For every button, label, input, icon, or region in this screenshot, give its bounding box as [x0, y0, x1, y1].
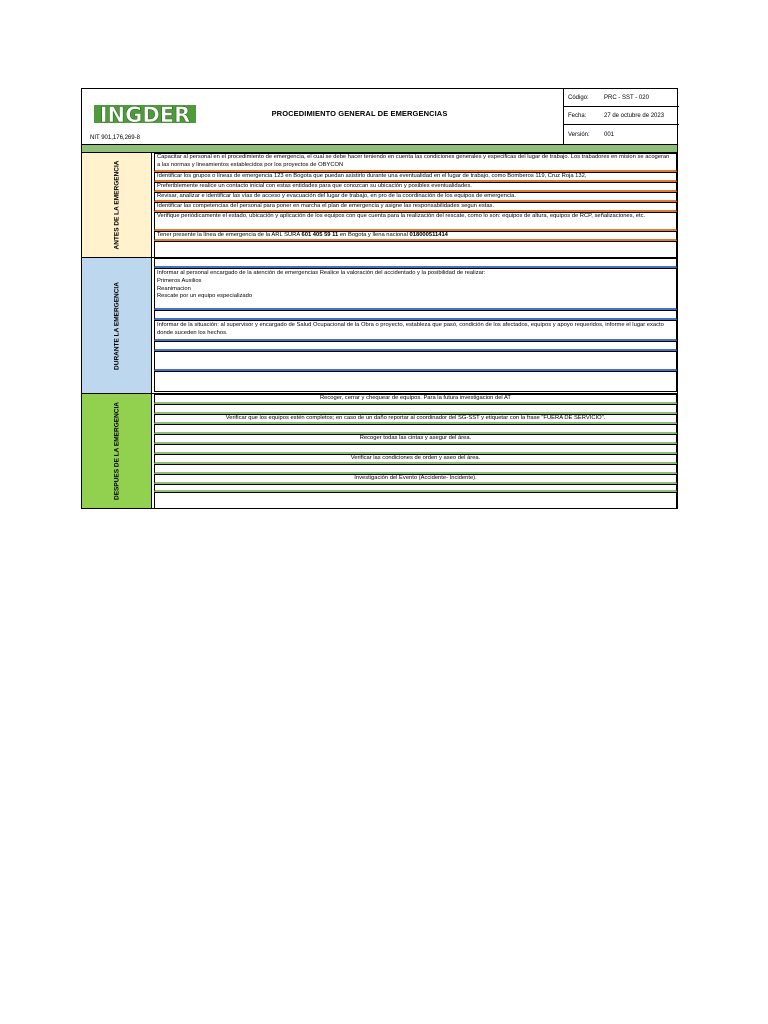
svg-text:INGDER: INGDER — [99, 103, 191, 127]
procedure-document — [81, 88, 678, 509]
section-durante — [81, 258, 678, 394]
section-despues — [81, 394, 678, 509]
despues-rows — [154, 394, 677, 508]
durante-row-valoracion: Informar al personal encargado de la atención de emergencias Realice la valoración del accidentado y la posibilidad de realizar: Primeros Auxilios Reanimacion Rescate por un equipo especializado — [154, 268, 677, 310]
antes-row: Verifique periódicamente el estado, ubicación y aplicación de los equipos con que cuenta para la realización del rescate, como lo son: equipos de altura, equipos de RCP, señalizaciones, etc. — [154, 212, 677, 231]
despues-row-empty — [154, 484, 677, 492]
document-header — [81, 88, 678, 145]
despues-row: Investigación del Evento (Accidente- Incidente). — [154, 474, 677, 484]
despues-row-empty — [154, 444, 677, 454]
despues-row-empty — [154, 492, 677, 509]
header-divider-bar — [81, 145, 678, 153]
despues-row-empty — [154, 424, 677, 434]
despues-row-empty — [154, 464, 677, 474]
page-title: PROCEDIMIENTO GENERAL DE EMERGENCIAS — [271, 109, 448, 118]
document-meta — [563, 89, 679, 144]
meta-fecha: Fecha: 27 de octubre de 2023 — [564, 107, 679, 125]
antes-row: Revisar, analizar e identificar las vías de acceso y evacuación del lugar de trabajo, en pro de la coordinación de los equipos de emergencia. — [154, 192, 677, 202]
durante-rows — [154, 258, 677, 393]
despues-row: Recoger, cerrar y chequear de equipos. Para la futura investigacion del AT — [154, 394, 677, 404]
durante-row-empty — [154, 371, 677, 392]
durante-row-empty — [154, 258, 677, 268]
durante-row-informar: Informar de la situación: al supervisor y encargado de Salud Ocupacional de la Obra o proyecto, estableza que pasó, condición de los afectados, equipos y apoyo requeridos, informe el lugar exacto donde suceden los hechos. — [154, 320, 677, 341]
antes-rows — [154, 153, 677, 257]
despues-row-empty — [154, 404, 677, 414]
meta-codigo: Código: PRC - SST - 020 — [564, 89, 679, 107]
ingder-logo — [92, 97, 198, 131]
despues-row: Verificar las condiciones de orden y aseo del área. — [154, 454, 677, 464]
antes-row: Identificar los grupos o líneas de emergencia 123 en Bogota que puedan asistirlo durante una eventualidad en el lugar de trabajo, como Bomberos 119, Cruz Roja 132, — [154, 172, 677, 182]
antes-row: Capacitar al personal en el procedimiento de emergencia, el cual se debe hacer teniendo en cuenta las condiciones generales y especificas del lugar de trabajo. Los trabadores en mision se acogeran a las normas y lineamientos establecidos por los proyectos de OBYCON — [154, 153, 677, 172]
section-label-durante: DURANTE LA EMERGENCIA — [82, 258, 152, 393]
antes-row: Preferiblemente realice un contacto inicial con estas entidades para que conozcan su ubicación y posibles eventualidades. — [154, 182, 677, 192]
antes-row: Identificar las competencias del personal para poner en marcha el plan de emergencia y asigne las responsabilidades segun estas. — [154, 202, 677, 212]
antes-row-empty — [154, 241, 677, 258]
nit-number: NIT 901,176,269-8 — [90, 135, 140, 141]
despues-row: Recoger todas las cintas y asegur del área. — [154, 434, 677, 444]
despues-row: Verificar que los equipos estén completos; en caso de un daño reportar al coordinador del SG-SST y etiquetar con la frase "FUERA DE SERVICIO". — [154, 414, 677, 424]
durante-row-empty — [154, 341, 677, 351]
section-antes — [81, 153, 678, 258]
meta-version: Versión: 001 — [568, 131, 615, 138]
durante-row-empty — [154, 351, 677, 371]
section-label-despues: DESPUES DE LA EMERGENCIA — [82, 394, 152, 508]
section-label-antes: ANTES DE LA EMERGENCIA — [82, 153, 152, 257]
antes-row-arl: Tener presente la línea de emergencia de la ARL SURA 601 405 59 11 en Bogota y llena nacional 018000511414 — [154, 231, 677, 241]
durante-row-empty — [154, 310, 677, 320]
